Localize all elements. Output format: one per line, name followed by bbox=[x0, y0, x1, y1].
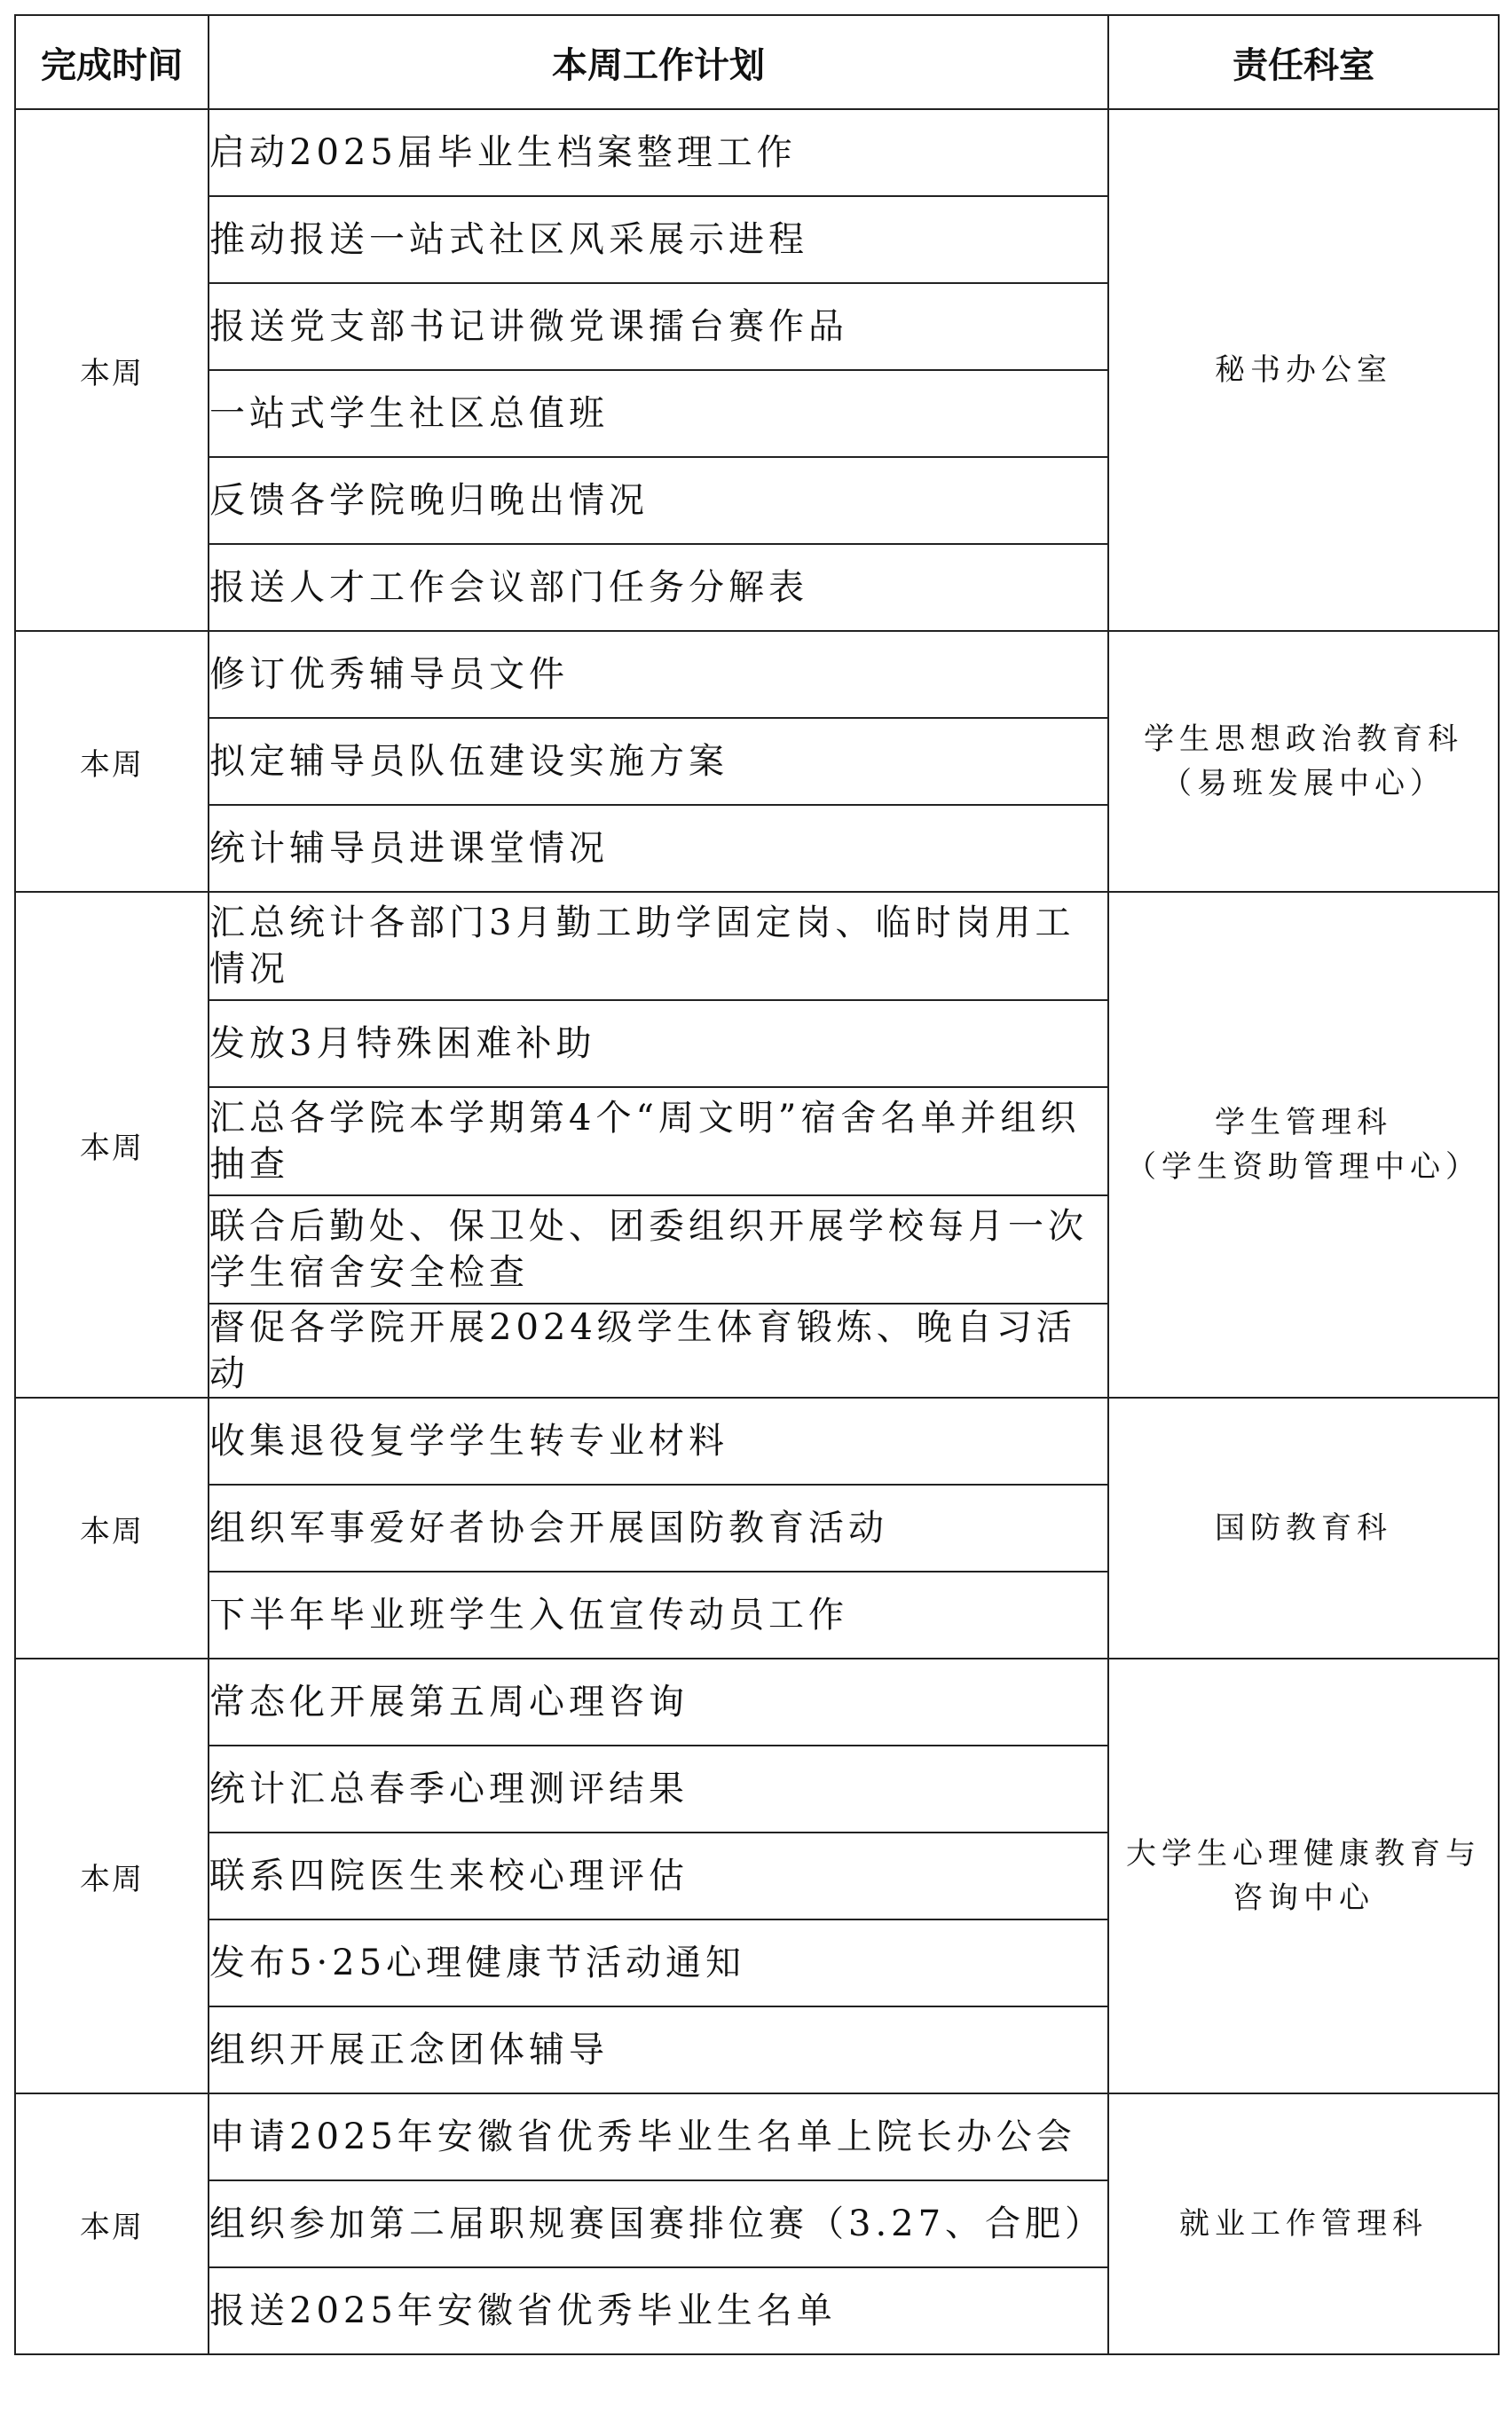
completion-time-cell: 本周 bbox=[15, 631, 209, 892]
task-item: 报送党支部书记讲微党课擂台赛作品 bbox=[209, 283, 1108, 370]
task-item: 发放3月特殊困难补助 bbox=[209, 1000, 1108, 1087]
responsible-dept-cell bbox=[1108, 892, 1499, 1398]
task-item: 联系四院医生来校心理评估 bbox=[209, 1833, 1108, 1919]
dept-name: 就业工作管理科 bbox=[1179, 2206, 1428, 2242]
responsible-dept-cell bbox=[1108, 1398, 1499, 1659]
table-header-row bbox=[15, 15, 1499, 109]
task-item: 常态化开展第五周心理咨询 bbox=[209, 1659, 1108, 1746]
header-completion-time: 完成时间 bbox=[15, 15, 209, 109]
task-item: 组织参加第二届职规赛国赛排位赛（3.27、合肥） bbox=[209, 2180, 1108, 2267]
header-weekly-plan: 本周工作计划 bbox=[209, 15, 1108, 109]
dept-name-cont: 咨询中心 bbox=[1232, 1880, 1374, 1916]
task-item: 一站式学生社区总值班 bbox=[209, 370, 1108, 457]
completion-time-cell: 本周 bbox=[15, 892, 209, 1398]
completion-time-cell: 本周 bbox=[15, 1659, 209, 2093]
responsible-dept-cell bbox=[1108, 631, 1499, 892]
task-item: 汇总统计各部门3月勤工助学固定岗、临时岗用工情况 bbox=[209, 892, 1108, 1000]
task-item: 修订优秀辅导员文件 bbox=[209, 631, 1108, 718]
task-item: 统计汇总春季心理测评结果 bbox=[209, 1746, 1108, 1833]
task-item: 拟定辅导员队伍建设实施方案 bbox=[209, 718, 1108, 805]
dept-name: 秘书办公室 bbox=[1215, 352, 1392, 388]
task-item: 汇总各学院本学期第4个“周文明”宿舍名单并组织抽查 bbox=[209, 1087, 1108, 1195]
dept-subname: （学生资助管理中心） bbox=[1126, 1149, 1481, 1185]
task-item: 组织军事爱好者协会开展国防教育活动 bbox=[209, 1485, 1108, 1572]
task-item: 统计辅导员进课堂情况 bbox=[209, 805, 1108, 892]
responsible-dept-cell bbox=[1108, 1659, 1499, 2093]
task-item: 报送2025年安徽省优秀毕业生名单 bbox=[209, 2267, 1108, 2354]
dept-name: 学生思想政治教育科 bbox=[1144, 721, 1463, 757]
table-row bbox=[15, 892, 1499, 1000]
task-item: 下半年毕业班学生入伍宣传动员工作 bbox=[209, 1572, 1108, 1659]
task-item: 收集退役复学学生转专业材料 bbox=[209, 1398, 1108, 1485]
table-row bbox=[15, 1398, 1499, 1485]
header-responsible-dept: 责任科室 bbox=[1108, 15, 1499, 109]
dept-name: 学生管理科 bbox=[1215, 1105, 1392, 1140]
responsible-dept-cell bbox=[1108, 109, 1499, 631]
table-row bbox=[15, 2093, 1499, 2180]
responsible-dept-cell bbox=[1108, 2093, 1499, 2354]
dept-subname: （易班发展中心） bbox=[1162, 766, 1445, 801]
task-item: 推动报送一站式社区风采展示进程 bbox=[209, 196, 1108, 283]
completion-time-cell: 本周 bbox=[15, 109, 209, 631]
work-plan-table bbox=[14, 14, 1500, 2355]
dept-name: 国防教育科 bbox=[1215, 1510, 1392, 1546]
completion-time-cell: 本周 bbox=[15, 1398, 209, 1659]
task-item: 督促各学院开展2024级学生体育锻炼、晚自习活动 bbox=[209, 1304, 1108, 1398]
table-row bbox=[15, 631, 1499, 718]
task-item: 组织开展正念团体辅导 bbox=[209, 2006, 1108, 2093]
table-row bbox=[15, 1659, 1499, 1746]
completion-time-cell: 本周 bbox=[15, 2093, 209, 2354]
task-item: 发布5·25心理健康节活动通知 bbox=[209, 1919, 1108, 2006]
dept-name: 大学生心理健康教育与 bbox=[1126, 1836, 1481, 1872]
task-item: 申请2025年安徽省优秀毕业生名单上院长办公会 bbox=[209, 2093, 1108, 2180]
task-item: 反馈各学院晚归晚出情况 bbox=[209, 457, 1108, 544]
task-item: 启动2025届毕业生档案整理工作 bbox=[209, 109, 1108, 196]
task-item: 联合后勤处、保卫处、团委组织开展学校每月一次学生宿舍安全检查 bbox=[209, 1195, 1108, 1304]
task-item: 报送人才工作会议部门任务分解表 bbox=[209, 544, 1108, 631]
table-row bbox=[15, 109, 1499, 196]
